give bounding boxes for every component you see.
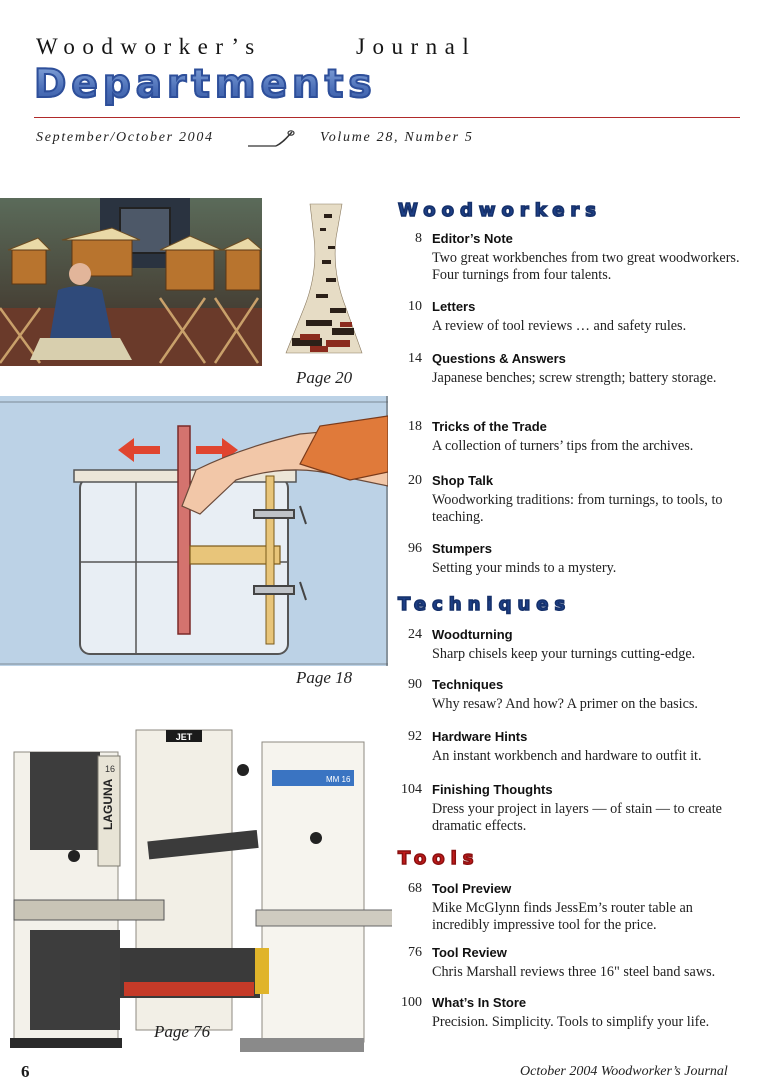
magazine-name-right: Journal	[356, 34, 477, 59]
toc-page-number: 96	[408, 541, 422, 556]
toc-title[interactable]: Shop Talk	[432, 473, 494, 488]
toc-title[interactable]: Questions & Answers	[432, 351, 566, 366]
toc-title[interactable]: Letters	[432, 299, 476, 314]
toc-page-number: 14	[408, 351, 422, 366]
woodworker-photo	[0, 198, 262, 366]
toc-description: Dress your project in layers — of stain — to create dramatic effects.	[432, 801, 722, 834]
mm16-label: MM 16	[326, 775, 351, 784]
toc-page-number: 68	[408, 881, 422, 896]
toc-title[interactable]: What’s In Store	[432, 995, 527, 1010]
header-rule	[34, 117, 740, 118]
clamp-illustration	[0, 396, 388, 666]
caption-page-18: Page 18	[296, 668, 353, 687]
section-heading-techniques: Techniques	[398, 594, 572, 615]
laguna-size-label: 16	[105, 764, 116, 774]
toc-description: Mike McGlynn finds JessEm’s router table an incredibly impressive tool for the price.	[432, 900, 693, 933]
caption-page-20: Page 20	[296, 368, 353, 387]
toc-description: Precision. Simplicity. Tools to simplify your life.	[432, 1014, 710, 1030]
toc-title[interactable]: Tricks of the Trade	[432, 419, 547, 434]
section-heading-tools: Tools	[398, 848, 480, 869]
section-title-text: Departments	[34, 62, 377, 107]
toc-description: Japanese benches; screw strength; battery storage.	[432, 370, 717, 386]
toc-page-number: 104	[401, 782, 422, 797]
pen-icon	[246, 128, 298, 152]
toc-title[interactable]: Woodturning	[432, 627, 513, 642]
turned-vase-photo	[270, 198, 382, 368]
toc-description: A collection of turners’ tips from the archives.	[432, 438, 694, 454]
toc-description: Chris Marshall reviews three 16" steel band saws.	[432, 964, 716, 980]
toc-page-number: 20	[408, 473, 422, 488]
toc-description: Two great workbenches from two great woodworkers. Four turnings from four talents.	[432, 250, 740, 283]
toc-title[interactable]: Stumpers	[432, 541, 492, 556]
toc-title[interactable]: Editor’s Note	[432, 231, 513, 246]
toc-page-number: 18	[408, 419, 422, 434]
toc-description: Setting your minds to a mystery.	[432, 560, 617, 576]
toc-page-number: 10	[408, 299, 422, 314]
toc-description: A review of tool reviews … and safety rules.	[432, 318, 687, 334]
toc-page-number: 24	[408, 627, 422, 642]
toc-page-number: 8	[415, 231, 422, 246]
toc-page-number: 76	[408, 945, 422, 960]
toc-page-number: 90	[408, 677, 422, 692]
toc-title[interactable]: Techniques	[432, 677, 504, 692]
footer-issue: October 2004 Woodworker’s Journal	[520, 1064, 728, 1079]
toc-title[interactable]: Hardware Hints	[432, 729, 528, 744]
toc-description: Sharp chisels keep your turnings cutting-edge.	[432, 646, 696, 662]
toc-description: Woodworking traditions: from turnings, to tools, to teaching.	[432, 492, 723, 525]
caption-page-76: Page 76	[154, 1022, 211, 1041]
toc-title[interactable]: Tool Review	[432, 945, 507, 960]
page-number: 6	[21, 1062, 30, 1081]
toc-description: An instant workbench and hardware to outfit it.	[432, 748, 702, 764]
toc-title[interactable]: Tool Preview	[432, 881, 512, 896]
section-heading-woodworkers: Woodworkers	[398, 200, 602, 221]
issue-date: September/October 2004	[36, 130, 214, 145]
toc-page-number: 92	[408, 729, 422, 744]
toc-title[interactable]: Finishing Thoughts	[432, 782, 553, 797]
jet-logo: JET	[175, 732, 193, 742]
toc-description: Why resaw? And how? A primer on the basics.	[432, 696, 698, 712]
magazine-name-left: Woodworker’s	[36, 34, 262, 59]
volume-number: Volume 28, Number 5	[320, 130, 474, 145]
toc-page-number: 100	[401, 995, 422, 1010]
laguna-logo: LAGUNA	[101, 778, 115, 830]
section-title	[34, 62, 377, 107]
bandsaws-photo	[0, 700, 392, 1062]
